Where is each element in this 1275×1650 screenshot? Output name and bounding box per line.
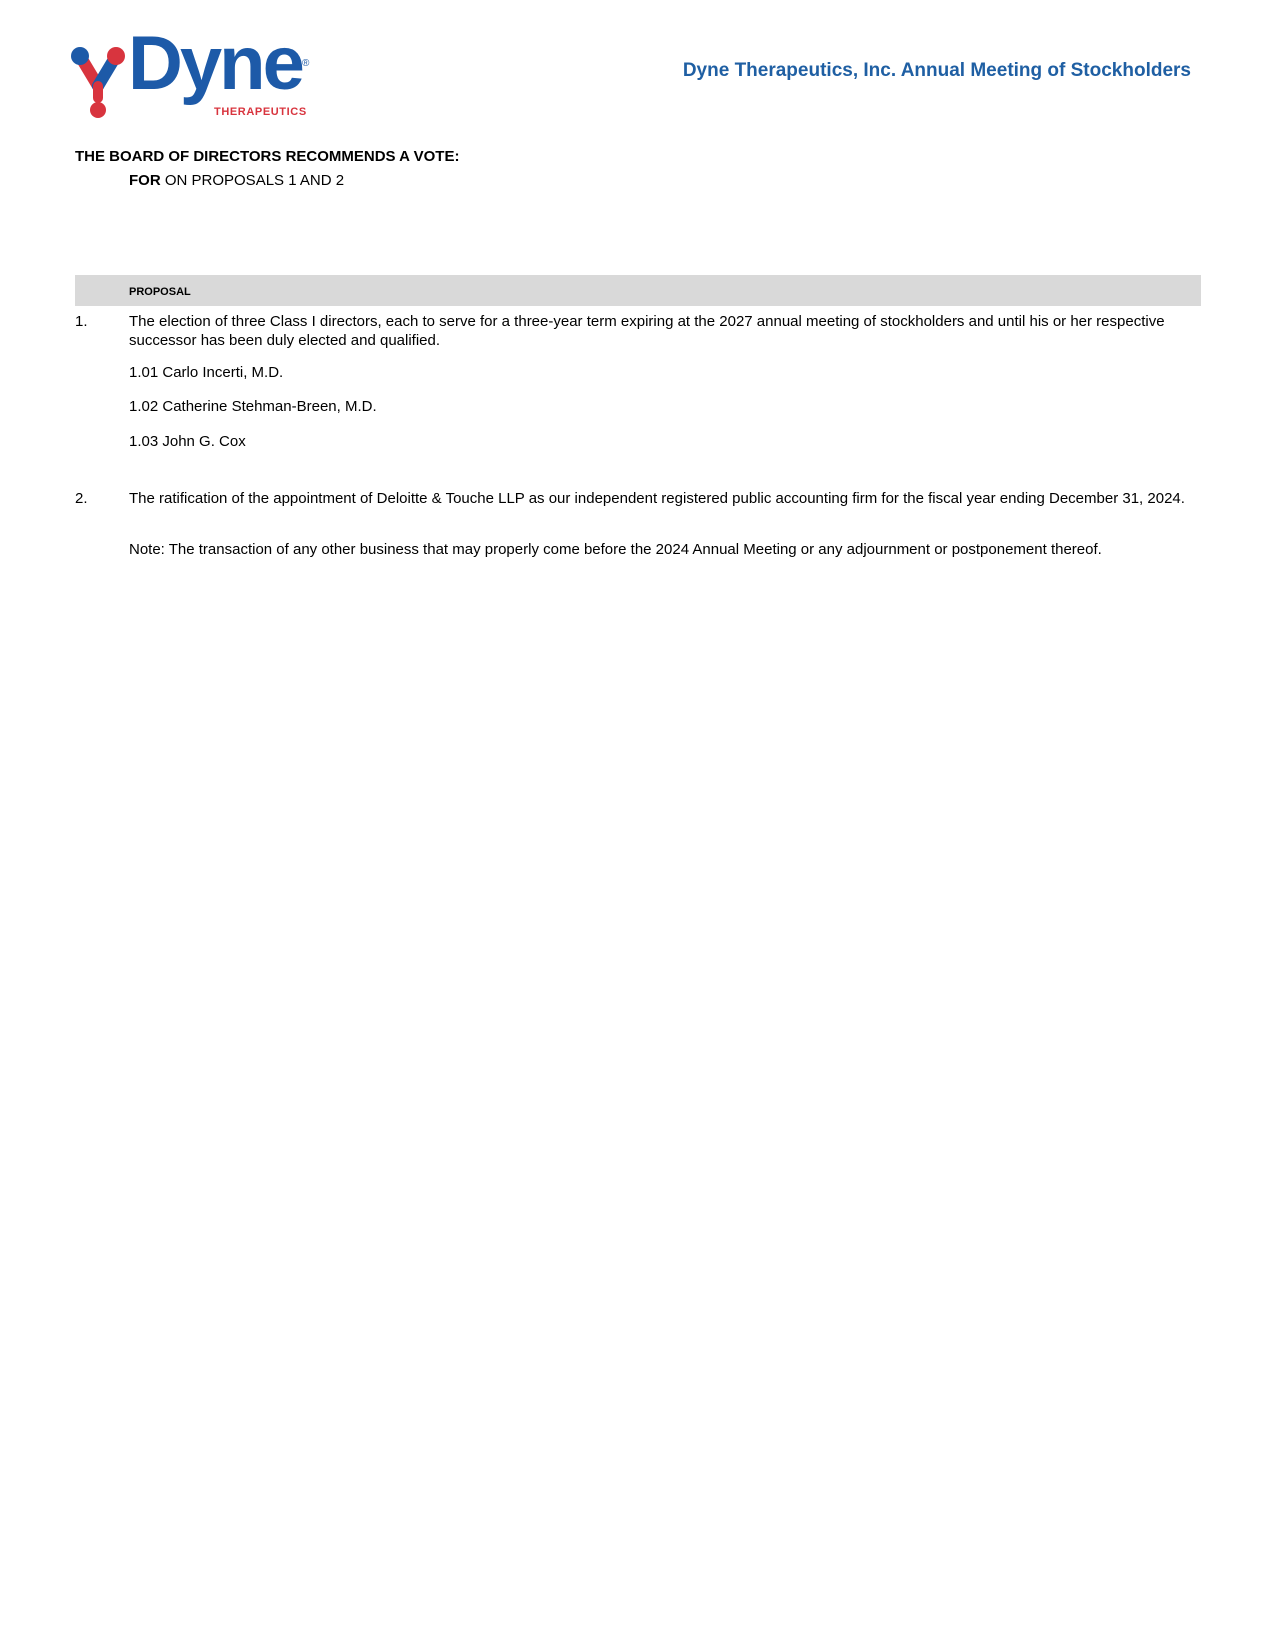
registered-mark: ® bbox=[302, 58, 310, 69]
recommendation-scope: ON PROPOSALS 1 AND 2 bbox=[160, 172, 345, 189]
director-nominee: 1.02 Catherine Stehman-Breen, M.D. bbox=[129, 398, 377, 415]
director-nominee: 1.03 John G. Cox bbox=[129, 433, 246, 450]
proposal-text: The ratification of the appointment of Deloitte & Touche LLP as our independent registered public accounting firm for the fiscal year ending December 31, 2024. bbox=[129, 490, 1185, 507]
document-title: Dyne Therapeutics, Inc. Annual Meeting of Stockholders bbox=[682, 60, 1191, 81]
recommendation-line bbox=[129, 172, 344, 189]
company-logo bbox=[70, 21, 310, 122]
proposal-table-header bbox=[75, 275, 1201, 306]
proposal-item-2 bbox=[75, 489, 1201, 508]
director-nominee: 1.01 Carlo Incerti, M.D. bbox=[129, 364, 284, 381]
proposal-note: Note: The transaction of any other business that may properly come before the 2024 Annual Meeting or any adjournment or postponement thereof. bbox=[129, 541, 1102, 558]
logo-wordmark: Dyne bbox=[128, 21, 302, 106]
proposal-column-label: PROPOSAL bbox=[129, 286, 191, 298]
logo-tagline: THERAPEUTICS bbox=[214, 106, 307, 118]
proposal-number: 2. bbox=[75, 490, 88, 507]
proposal-item-1 bbox=[75, 312, 1201, 350]
proposal-number: 1. bbox=[75, 313, 88, 330]
recommendation-heading: THE BOARD OF DIRECTORS RECOMMENDS A VOTE: bbox=[75, 148, 460, 165]
proposal-text: The election of three Class I directors, each to serve for a three-year term expiring at the 2027 annual meeting of stockholders and until his or her respective successor has been duly elected and qualified. bbox=[129, 313, 1165, 349]
recommendation-vote: FOR bbox=[129, 172, 161, 189]
